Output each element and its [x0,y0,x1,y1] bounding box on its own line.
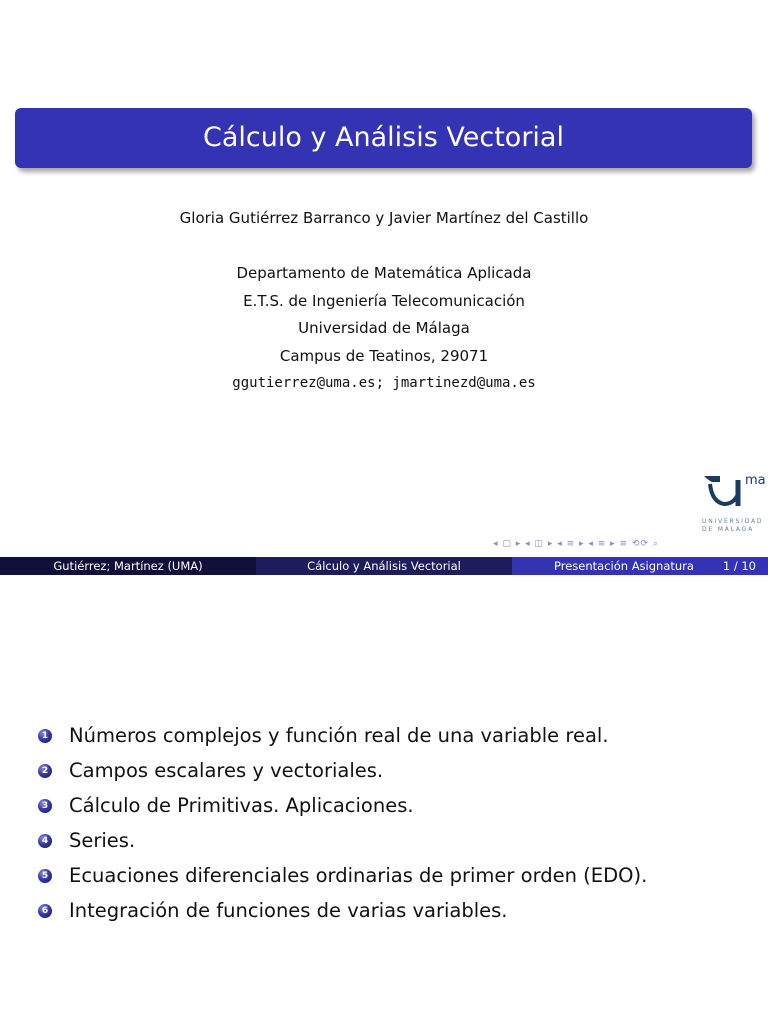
school: E.T.S. de Ingeniería Telecomunicación [243,291,525,310]
item-text: Cálculo de Primitivas. Aplicaciones. [69,794,414,817]
footer-page-number: 1 / 10 [722,559,756,573]
logo-text: UNIVERSIDAD DE MÁLAGA [702,518,764,533]
list-item [38,893,647,928]
footer-authors: Gutiérrez; Martínez (UMA) [0,557,256,575]
item-number-badge: 2 [38,764,52,778]
item-text: Números complejos y función real de una variable real. [69,724,609,747]
logo-mark: ma [745,473,766,488]
item-text: Integración de funciones de varias variables. [69,899,508,922]
affiliation [0,260,768,398]
item-number-badge: 4 [38,834,52,848]
list-item [38,858,647,893]
beamer-navigation[interactable]: ◂ ▢ ▸ ◂ ◫ ▸ ◂ ≡ ▸ ◂ ≡ ▸ ≡ ⟲⟳ ⌕ [493,539,659,549]
list-item [38,753,647,788]
outline-slide [0,576,768,1024]
authors: Gloria Gutiérrez Barranco y Javier Martínez del Castillo [179,209,589,227]
department: Departamento de Matemática Aplicada [236,264,532,282]
item-number-badge: 5 [38,869,52,883]
slide-title: Cálculo y Análisis Vectorial [15,108,752,168]
item-number-badge: 3 [38,799,52,813]
topic-list [38,718,647,928]
list-item [38,788,647,823]
footer-section-bar [512,557,768,575]
university: Universidad de Málaga [298,319,470,337]
slide-footer [0,557,768,575]
footer-section: Presentación Asignatura [554,559,694,573]
list-item [38,823,647,858]
list-item [38,718,647,753]
emails: ggutierrez@uma.es; jmartinezd@uma.es [232,375,536,391]
item-number-badge: 6 [38,904,52,918]
item-text: Campos escalares y vectoriales. [69,759,384,782]
campus: Campus de Teatinos, 29071 [279,346,489,365]
item-text: Series. [69,829,136,852]
item-number-badge: 1 [38,729,52,743]
footer-title: Cálculo y Análisis Vectorial [256,557,512,575]
item-text: Ecuaciones diferenciales ordinarias de primer orden (EDO). [69,864,648,887]
